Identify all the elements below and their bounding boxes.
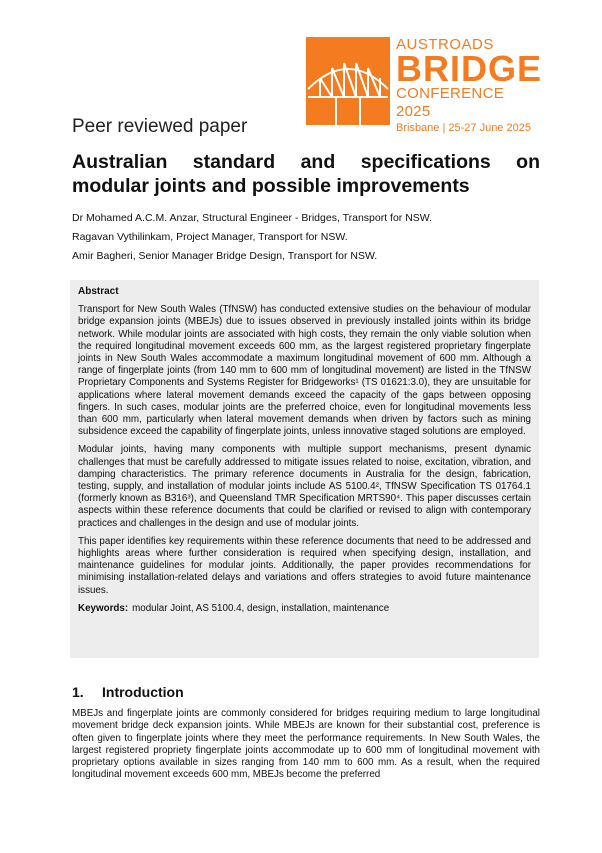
abstract-heading: Abstract: [78, 286, 119, 297]
abstract-paragraph-3: This paper identifies key requirements within these reference documents that need to be addressed and highlights areas where further consideration is required when specifying design, installation, and maintenance guidelines for modular joints. Additionally, the paper provides recommendations for minimising installation-related delays and variations and offers strategies to avoid future maintenance issues.: [78, 535, 531, 596]
logo-bridge: BRIDGE: [396, 48, 543, 89]
logo-conference: CONFERENCE 2025: [396, 85, 505, 120]
section-heading-introduction: [72, 684, 184, 700]
author-3: Amir Bagheri, Senior Manager Bridge Design, Transport for NSW.: [72, 250, 378, 262]
paper-type-label: Peer reviewed paper: [72, 116, 248, 137]
abstract-paragraph-1: Transport for New South Wales (TfNSW) has conducted extensive studies on the behaviour of modular bridge expansion joints (MBEJs) due to issues observed in previously installed joints within its bridge network. While modular joints are associated with high costs, they remain the only viable solution when the required longitudinal movement exceeds 600 mm, as the largest registered proprietary fingerplate joints in New South Wales accommodate a maximum longitudinal movement of 600 mm. Although a range of fingerplate joints (from 140 mm to 600 mm of longitudinal movement) are listed in the TfNSW Proprietary Components and Systems Register for Bridgeworks¹ (TS 01621:3.0), they are unsuitable for applications where lateral movement demands exceed the capacity of the gaps between opposing fingers. In such cases, modular joints are the preferred choice, even for longitudinal movements less than 600 mm, particularly when lateral movement demands when driven by factors such as mining subsidence exceed the capability of fingerplate joints, unless innovative staged solutions are employed.: [78, 304, 531, 438]
introduction-paragraph: MBEJs and fingerplate joints are commonly considered for bridges requiring medium to large longitudinal movement bridge deck expansion joints. While MBEJs are known for their substantial cost, preference is often given to fingerplate joints where they meet the performance requirements. In New South Wales, the largest registered propriety fingerplate joints accommodate up to 600 mm of longitudinal movement with proprietary options available in sizes ranging from 140 mm to 600 mm. As a result, when the required longitudinal movement exceeds 600 mm, MBEJs become the preferred: [72, 708, 540, 781]
logo-austroads: AUSTROADS: [396, 36, 494, 53]
keywords: [78, 603, 531, 615]
author-1: Dr Mohamed A.C.M. Anzar, Structural Engineer - Bridges, Transport for NSW.: [72, 212, 433, 224]
title-line-1: Australian standard and specifications on: [72, 151, 540, 173]
paper-title: [72, 150, 540, 198]
keywords-list: modular Joint, AS 5100.4, design, installation, maintenance: [132, 602, 390, 614]
bridge-icon: [306, 37, 390, 125]
section-number: 1.: [72, 684, 84, 700]
keywords-label: Keywords:: [78, 602, 129, 614]
logo-location-date: Brisbane | 25-27 June 2025: [396, 122, 531, 134]
title-line-2: modular joints and possible improvements: [72, 175, 470, 197]
author-2: Ragavan Vythilinkam, Project Manager, Transport for NSW.: [72, 231, 348, 243]
conference-logo: [306, 36, 543, 134]
abstract-box: [70, 280, 539, 658]
abstract-paragraph-2: Modular joints, having many components with multiple support mechanisms, present dynamic challenges that must be carefully addressed to mitigate issues related to noise, excitation, vibration, and damping characteristics. The primary reference documents in Australia for the design, fabrication, testing, supply, and installation of modular joints include AS 5100.4², TfNSW Specification TS 01764.1 (formerly known as B316³), and Queensland TMR Specification MRTS90⁴. This paper discusses certain aspects within these reference documents that could be clarified or revised to align with contemporary practices and challenges in the design and use of modular joints.: [78, 444, 531, 529]
section-title: Introduction: [102, 684, 184, 700]
